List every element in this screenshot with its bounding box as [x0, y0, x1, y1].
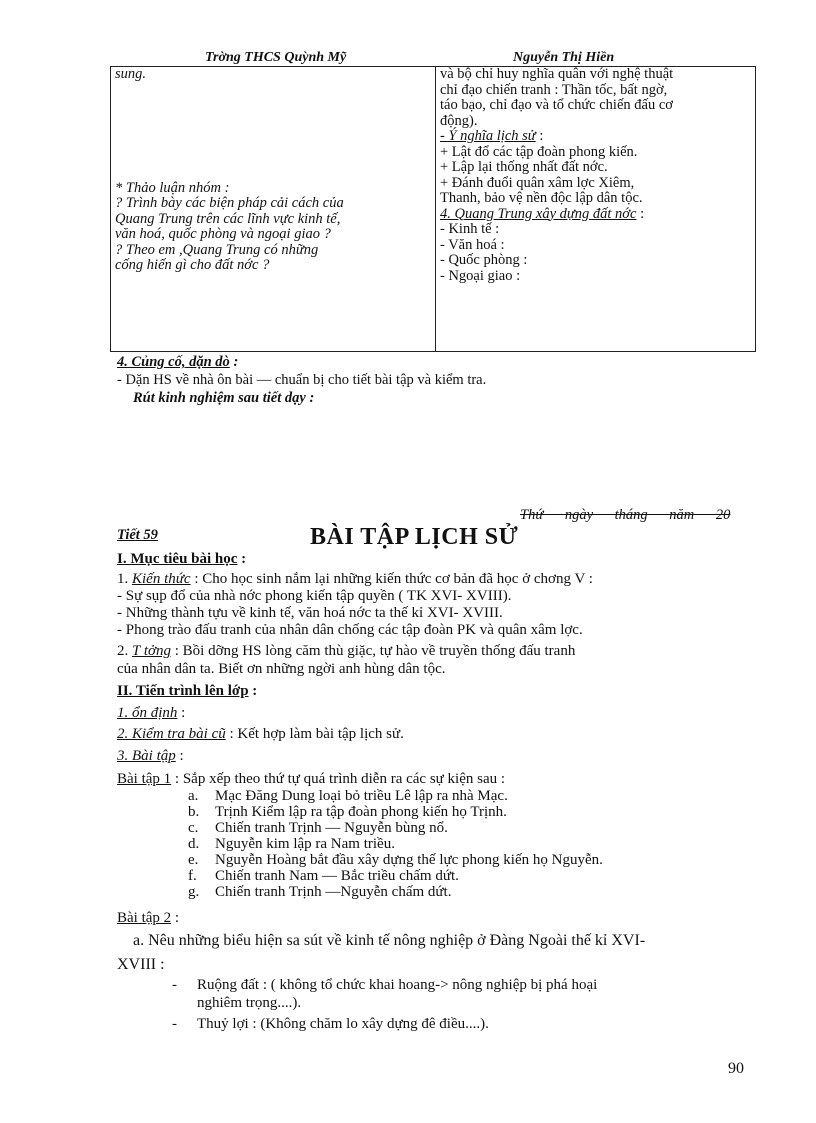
exercise2-label: Bài tập 2: [117, 910, 172, 926]
meaning-heading: - Ý nghĩa lịch sử: [440, 128, 536, 144]
answer-text-cont: nghiêm trọng....).: [197, 995, 302, 1011]
step3-row: 3. Bài tập :: [117, 748, 184, 764]
exercise1-prompt: : Sắp xếp theo thứ tự quá trình diễn ra các sự kiện sau :: [174, 771, 506, 787]
content-line: động).: [440, 112, 478, 129]
item-text: Mạc Đăng Dung loại bỏ triều Lê lập ra nhà Mạc.: [215, 788, 508, 804]
lesson-table: [110, 66, 756, 352]
content-line: táo bạo, chỉ đạo và tổ chức chiến đấu cơ: [440, 97, 673, 113]
item-text: Chiến tranh Trịnh — Nguyễn bùng nổ.: [215, 820, 448, 836]
list-item: [188, 804, 603, 820]
item-text: Chiến tranh Trịnh —Nguyễn chấm dứt.: [215, 884, 452, 900]
build-item: - Kinh tế :: [440, 221, 500, 237]
lesson-number: Tiết 59: [117, 527, 158, 543]
knowledge-label: Kiến thức: [132, 571, 191, 587]
objective-point: - Phong trào đấu tranh của nhân dân chống các tập đoàn PK và quân xâm lợc.: [117, 622, 583, 638]
meaning-heading-row: - Ý nghĩa lịch sử :: [440, 128, 544, 144]
step1-row: 1. ổn định :: [117, 705, 186, 721]
process-heading: II. Tiến trình lên lớp: [117, 683, 249, 699]
answer-text: Thuỷ lợi : (Không chăm lo xây dựng đê điều....).: [197, 1016, 489, 1032]
step2-row: [117, 726, 404, 742]
list-item: [188, 836, 603, 852]
item-key: f.: [188, 868, 197, 884]
step1-label: 1. ổn định: [117, 705, 178, 721]
exercise1-row: [117, 771, 505, 787]
exercise2-colon: :: [174, 910, 180, 926]
objective-point: - Những thành tựu về kinh tế, văn hoá nớc ta thế kỉ XVI- XVIII.: [117, 605, 503, 621]
item-key: g.: [188, 884, 200, 900]
exercise2-row: [117, 910, 179, 926]
page-number: 90: [728, 1060, 744, 1077]
thought-text: : Bồi dỡng HS lòng căm thù giặc, tự hào về truyền thống đấu tranh: [174, 643, 576, 659]
build-heading: 4. Quang Trung xây dựng đất nớc: [440, 205, 637, 222]
content-line: chỉ đạo chiến tranh : Thần tốc, bất ngờ,: [440, 81, 668, 98]
exercise1-list: [188, 788, 603, 900]
build-item: - Văn hoá :: [440, 236, 505, 253]
date-line: Thứ ngày tháng năm 20: [520, 507, 731, 523]
left-top-text: sung.: [115, 66, 147, 82]
lesson-title: BÀI TẬP LỊCH SỬ: [310, 524, 519, 550]
list-item: [188, 868, 603, 884]
thought-text-2: của nhân dân ta. Biết ơn những ngời anh hùng dân tộc.: [117, 661, 446, 677]
item-key: c.: [188, 820, 199, 836]
discussion-line: ? Theo em ,Quang Trung có những: [115, 241, 319, 258]
discussion-line: văn hoá, quốc phòng và ngoại giao ?: [115, 226, 331, 242]
list-item: [188, 884, 603, 900]
meaning-item: Thanh, bảo vệ nền độc lập dân tộc.: [440, 190, 643, 206]
meaning-item: + Lật đổ các tập đoàn phong kiến.: [440, 143, 638, 160]
list-item: [188, 788, 603, 804]
item-text: Chiến tranh Nam — Bắc triều chấm dứt.: [215, 868, 459, 884]
objectives-heading-row: I. Mục tiêu bài học :: [117, 551, 247, 567]
objective-point: - Sự sụp đổ của nhà nớc phong kiến tập quyền ( TK XVI- XVIII).: [117, 588, 512, 604]
discussion-line: cống hiến gì cho đất nớc ?: [115, 257, 270, 273]
meaning-item: + Đánh đuổi quân xâm lợc Xiêm,: [440, 174, 635, 191]
experience-label: Rút kinh nghiệm sau tiết dạy :: [133, 390, 315, 406]
build-item: - Ngoại giao :: [440, 267, 521, 284]
discussion-line: Quang Trung trên các lĩnh vực kinh tế,: [115, 210, 341, 227]
step2-label: 2. Kiểm tra bài cũ: [117, 726, 226, 742]
table-right-cell: [436, 67, 756, 352]
thought-row: 2. T tởng : Bồi dỡng HS lòng căm thù giặc, tự hào về truyền thống đấu tranh: [117, 643, 576, 659]
list-item: [188, 852, 603, 868]
discussion-line: ? Trình bày các biện pháp cải cách của: [115, 195, 344, 211]
school-name: Trờng THCS Quỳnh Mỹ: [205, 50, 347, 65]
build-item: - Quốc phòng :: [440, 252, 528, 268]
answer-text: Ruộng đất : ( không tổ chức khai hoang-> nông nghiệp bị phá hoại: [197, 977, 598, 993]
exercise1-label: Bài tập 1: [117, 771, 172, 787]
thought-label: T tởng: [132, 643, 171, 659]
content-line: và bộ chỉ huy nghĩa quân với nghệ thuật: [440, 66, 674, 82]
item-key: d.: [188, 836, 200, 852]
discussion-block: [115, 181, 431, 274]
consolidate-heading-row: 4. Củng cố, dặn dò :: [117, 354, 239, 370]
teacher-name: Nguyễn Thị Hiền: [513, 50, 615, 65]
meaning-item: + Lập lại thống nhất đất nớc.: [440, 159, 608, 175]
exercise2-question: a. Nêu những biểu hiện sa sút về kinh tế nông nghiệp ở Đàng Ngoài thế kỉ XVI-: [133, 932, 646, 949]
knowledge-row: 1. Kiến thức : Cho học sinh nắm lại những kiến thức cơ bản đã học ở chơng V :: [117, 571, 593, 587]
objectives-heading: I. Mục tiêu bài học: [117, 551, 238, 567]
answer-item: - Ruộng đất : ( không tổ chức khai hoang-> nông nghiệp bị phá hoại nghiêm trọng....).: [172, 977, 598, 1011]
consolidate-text: - Dặn HS về nhà ôn bài — chuẩn bị cho tiết bài tập và kiểm tra.: [117, 372, 487, 388]
exercise2-question-cont: XVIII :: [117, 956, 165, 973]
list-item: [188, 820, 603, 836]
item-key: b.: [188, 804, 200, 820]
item-text: Trịnh Kiểm lập ra tập đoàn phong kiến họ Trịnh.: [215, 804, 507, 820]
discussion-line: * Thảo luận nhóm :: [115, 179, 230, 196]
answer-item: - Thuỷ lợi : (Không chăm lo xây dựng đê điều....).: [172, 1016, 489, 1032]
step2-text: : Kết hợp làm bài tập lịch sử.: [229, 726, 404, 742]
item-text: Nguyễn Hoàng bắt đầu xây dựng thế lực phong kiến họ Nguyễn.: [215, 852, 603, 868]
consolidate-heading: 4. Củng cố, dặn dò: [117, 354, 230, 370]
process-heading-row: II. Tiến trình lên lớp :: [117, 683, 258, 699]
item-key: a.: [188, 788, 199, 804]
table-left-cell: [111, 67, 436, 352]
step3-label: 3. Bài tập: [117, 748, 176, 764]
item-key: e.: [188, 852, 199, 868]
item-text: Nguyễn kim lập ra Nam triều.: [215, 836, 395, 852]
build-heading-row: 4. Quang Trung xây dựng đất nớc :: [440, 205, 645, 222]
knowledge-text: : Cho học sinh nắm lại những kiến thức cơ bản đã học ở chơng V :: [194, 571, 593, 587]
